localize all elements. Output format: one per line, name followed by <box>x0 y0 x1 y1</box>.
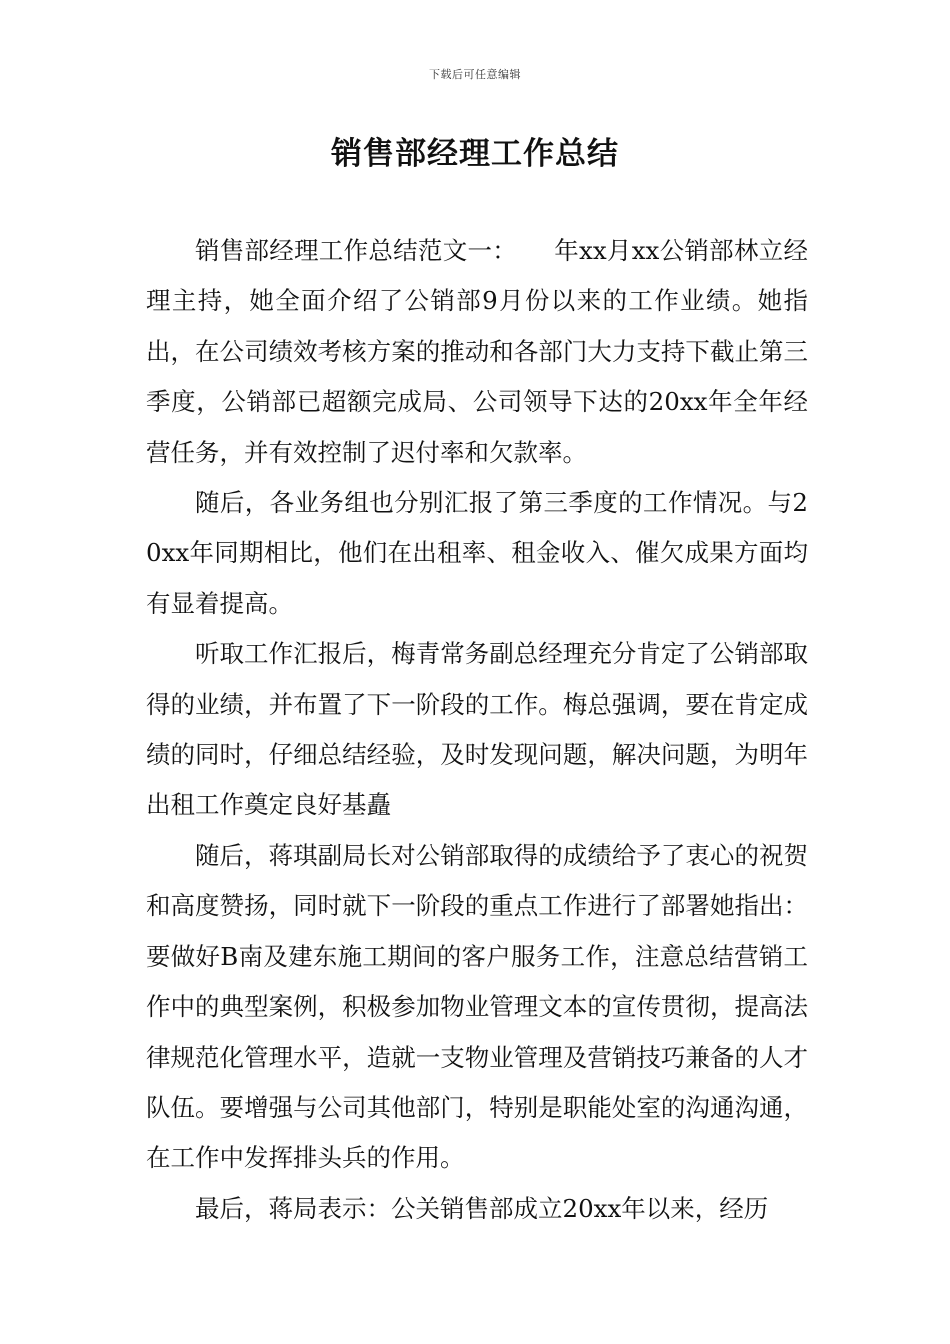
document-title: 销售部经理工作总结 <box>331 136 619 172</box>
paragraph-3: 听取工作汇报后，梅青常务副总经理充分肯定了公销部取得的业绩，并布置了下一阶段的工作。梅总强调，要在肯定成绩的同时，仔细总结经验，及时发现问题，解决问题，为明年出租工作奠定良好基矗 <box>146 639 808 820</box>
header-note: 下载后可任意编辑 <box>429 68 521 81</box>
paragraph-5: 最后，蒋局表示：公关销售部成立20xx年以来，经历 <box>195 1193 769 1223</box>
document-body <box>146 226 808 1234</box>
paragraph-2: 随后，各业务组也分别汇报了第三季度的工作情况。与20xx年同期相比，他们在出租率、租金收入、催欠成果方面均有显着提高。 <box>146 488 808 618</box>
paragraph-4: 随后，蒋琪副局长对公销部取得的成绩给予了衷心的祝贺和高度赞扬，同时就下一阶段的重点工作进行了部署她指出：要做好B南及建东施工期间的客户服务工作，注意总结营销工作中的典型案例，积极参加物业管理文本的宣传贯彻，提高法律规范化管理水平，造就一支物业管理及营销技巧兼备的人才队伍。要增强与公司其他部门，特别是职能处室的沟通沟通，在工作中发挥排头兵的作用。 <box>146 840 808 1173</box>
paragraph-1: 销售部经理工作总结范文一： 年xx月xx公销部林立经理主持，她全面介绍了公销部9月份以来的工作业绩。她指出，在公司绩效考核方案的推动和各部门大力支持下截止第三季度，公销部已超额完成局、公司领导下达的20xx年全年经营任务，并有效控制了迟付率和欠款率。 <box>146 236 808 467</box>
